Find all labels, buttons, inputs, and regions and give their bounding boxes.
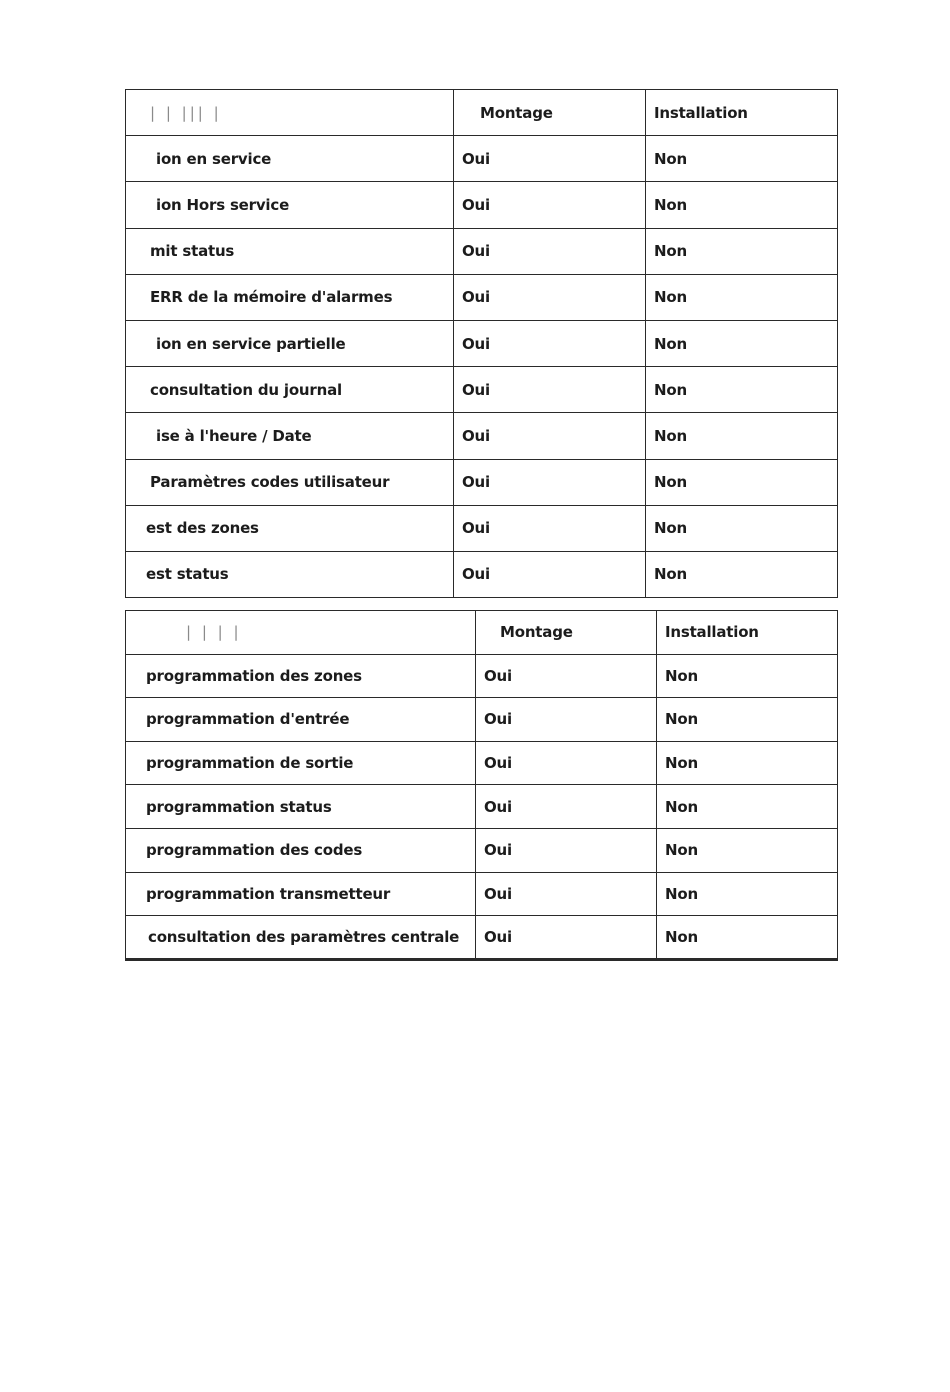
- row-label: est des zones: [126, 505, 454, 551]
- row-montage-value: Oui: [476, 741, 657, 785]
- column-header-installation: Installation: [657, 611, 838, 655]
- row-montage-value: Oui: [454, 413, 646, 459]
- row-label: programmation d'entrée: [126, 698, 476, 742]
- column-header-montage: Montage: [476, 611, 657, 655]
- row-installation-value: Non: [657, 654, 838, 698]
- table-row: [126, 551, 838, 597]
- row-montage-value: Oui: [454, 182, 646, 228]
- row-installation-value: Non: [657, 741, 838, 785]
- table-row: [126, 274, 838, 320]
- table-row: [126, 505, 838, 551]
- row-montage-value: Oui: [454, 551, 646, 597]
- row-label: ion en service partielle: [126, 320, 454, 366]
- column-header-function: | | ||| |: [126, 90, 454, 136]
- row-montage-value: Oui: [476, 828, 657, 872]
- column-header-function: | | | |: [126, 611, 476, 655]
- row-label: ise à l'heure / Date: [126, 413, 454, 459]
- row-montage-value: Oui: [454, 228, 646, 274]
- row-montage-value: Oui: [454, 136, 646, 182]
- table-row: [126, 741, 838, 785]
- table-row: [126, 828, 838, 872]
- row-montage-value: Oui: [454, 274, 646, 320]
- row-label: programmation de sortie: [126, 741, 476, 785]
- row-montage-value: Oui: [454, 320, 646, 366]
- row-installation-value: Non: [646, 182, 838, 228]
- table-row: [126, 320, 838, 366]
- table-row: [126, 654, 838, 698]
- table-row: [126, 872, 838, 916]
- table-row: [126, 367, 838, 413]
- table-row: [126, 916, 838, 960]
- permissions-table-1: [125, 89, 838, 598]
- row-montage-value: Oui: [454, 459, 646, 505]
- row-montage-value: Oui: [454, 505, 646, 551]
- table-row: [126, 459, 838, 505]
- row-installation-value: Non: [646, 413, 838, 459]
- row-installation-value: Non: [646, 320, 838, 366]
- row-montage-value: Oui: [476, 785, 657, 829]
- row-installation-value: Non: [646, 459, 838, 505]
- row-installation-value: Non: [646, 367, 838, 413]
- row-label: programmation status: [126, 785, 476, 829]
- table-row: [126, 182, 838, 228]
- row-montage-value: Oui: [476, 698, 657, 742]
- row-montage-value: Oui: [454, 367, 646, 413]
- row-label: Paramètres codes utilisateur: [126, 459, 454, 505]
- row-installation-value: Non: [646, 228, 838, 274]
- column-header-installation: Installation: [646, 90, 838, 136]
- row-installation-value: Non: [657, 785, 838, 829]
- table-row: [126, 698, 838, 742]
- row-label: ion en service: [126, 136, 454, 182]
- permissions-table-2: [125, 610, 838, 961]
- row-installation-value: Non: [646, 136, 838, 182]
- table-header-row: [126, 611, 838, 655]
- row-installation-value: Non: [646, 551, 838, 597]
- row-installation-value: Non: [657, 916, 838, 960]
- row-installation-value: Non: [646, 274, 838, 320]
- row-installation-value: Non: [657, 828, 838, 872]
- row-label: ion Hors service: [126, 182, 454, 228]
- row-montage-value: Oui: [476, 872, 657, 916]
- row-label: ERR de la mémoire d'alarmes: [126, 274, 454, 320]
- table-row: [126, 785, 838, 829]
- row-label: programmation transmetteur: [126, 872, 476, 916]
- table-row: [126, 228, 838, 274]
- row-label: consultation du journal: [126, 367, 454, 413]
- table-header-row: [126, 90, 838, 136]
- row-label: programmation des codes: [126, 828, 476, 872]
- table-row: [126, 413, 838, 459]
- row-installation-value: Non: [646, 505, 838, 551]
- column-header-montage: Montage: [454, 90, 646, 136]
- table-row: [126, 136, 838, 182]
- row-label: consultation des paramètres centrale: [126, 916, 476, 960]
- row-label: est status: [126, 551, 454, 597]
- row-installation-value: Non: [657, 698, 838, 742]
- row-installation-value: Non: [657, 872, 838, 916]
- row-label: mit status: [126, 228, 454, 274]
- row-montage-value: Oui: [476, 654, 657, 698]
- row-label: programmation des zones: [126, 654, 476, 698]
- row-montage-value: Oui: [476, 916, 657, 960]
